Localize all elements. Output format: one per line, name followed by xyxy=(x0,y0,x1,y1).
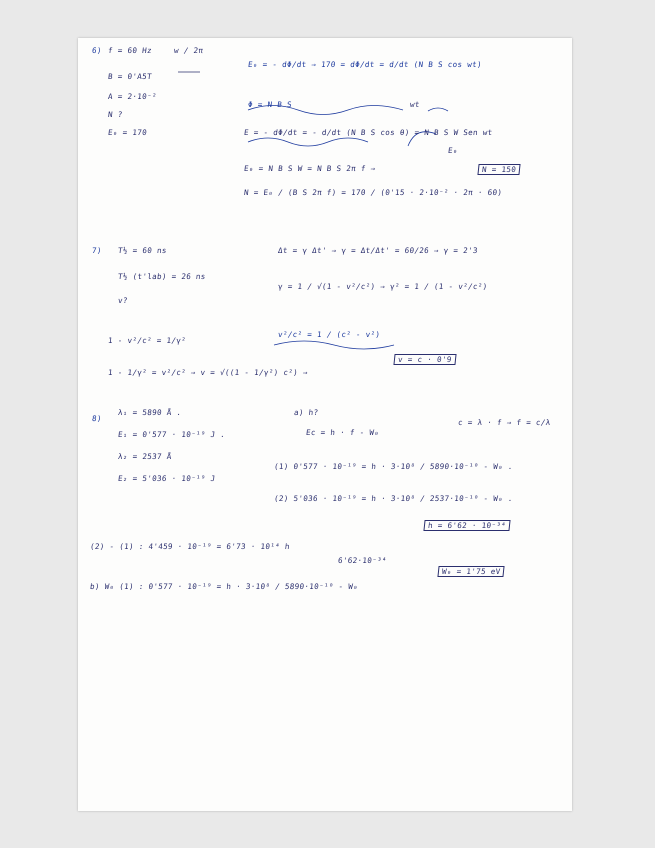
equation: 1 - 1/γ² = v²/c² ⇒ v = √((1 - 1/γ²) c²) ⇒ xyxy=(107,368,309,377)
problem-number: 6) xyxy=(91,46,103,55)
equation-note: wt xyxy=(409,100,421,109)
given-line: B = 0'A5T xyxy=(107,72,153,81)
given-line: T½ (t'lab) = 26 ns xyxy=(117,272,207,281)
given-line: N ? xyxy=(107,110,124,119)
equation: E = - dΦ/dt = - d/dt (N B S cos θ) = N B S W Sen wt xyxy=(243,128,493,137)
answer-box: v = c · 0'9 xyxy=(393,354,456,365)
given-line: A = 2·10⁻² xyxy=(107,92,158,101)
problem-number: 8) xyxy=(91,414,103,423)
equation: Δt = γ Δt' ⇒ γ = Δt/Δt' = 60/26 ⇒ γ = 2'3 xyxy=(277,246,479,255)
problem-number: 7) xyxy=(91,246,103,255)
equation: c = λ · f ⇒ f = c/λ xyxy=(457,418,552,427)
section-label: a) h? xyxy=(293,408,319,417)
answer-box: W₀ = 1'75 eV xyxy=(437,566,505,577)
given-line: E₀ = 170 xyxy=(107,128,148,137)
equation-note: E₀ xyxy=(447,146,459,155)
given-line: λ₁ = 5890 Å . xyxy=(117,408,182,417)
equation-note: 6'62·10⁻³⁴ xyxy=(337,556,388,565)
given-line: E₁ = 0'577 · 10⁻¹⁹ J . xyxy=(117,430,226,439)
equation: (1) 0'577 · 10⁻¹⁹ = h · 3·10⁸ / 5890·10⁻¹⁰ - W₀ . xyxy=(273,462,514,471)
equation: 1 - v²/c² = 1/γ² xyxy=(107,336,187,345)
equation: (2) 5'036 · 10⁻¹⁹ = h · 3·10⁸ / 2537·10⁻¹⁰ - W₀ . xyxy=(273,494,514,503)
given-line: E₂ = 5'036 · 10⁻¹⁹ J xyxy=(117,474,216,483)
equation: v²/c² = 1 / (c² - v²) xyxy=(277,330,381,339)
given-line: T½ = 60 ns xyxy=(117,246,168,255)
equation: (2) - (1) : 4'459 · 10⁻¹⁹ = 6'73 · 10¹⁴ h xyxy=(89,542,291,551)
equation: b) W₀ (1) : 0'577 · 10⁻¹⁹ = h · 3·10⁸ / 5890·10⁻¹⁰ - W₀ xyxy=(89,582,359,591)
equation: Ec = h · f - W₀ xyxy=(305,428,380,437)
document-page xyxy=(78,38,572,811)
answer-box: N = 150 xyxy=(477,164,520,175)
given-line: λ₂ = 2537 Å xyxy=(117,452,173,461)
fraction: w / 2π xyxy=(173,46,204,55)
equation: E₀ = - dΦ/dt ⇒ 170 = dΦ/dt = d/dt (N B S cos wt) xyxy=(247,60,483,69)
answer-box: h = 6'62 · 10⁻³⁴ xyxy=(423,520,510,531)
equation: E₀ = N B S W = N B S 2π f ⇒ xyxy=(243,164,377,173)
equation-note: Φ = N B S xyxy=(247,100,293,109)
equation: N = E₀ / (B S 2π f) = 170 / (0'15 · 2·10⁻² · 2π · 60) xyxy=(243,188,503,197)
given-line: f = 60 Hz xyxy=(107,46,153,55)
equation: γ = 1 / √(1 - v²/c²) ⇒ γ² = 1 / (1 - v²/c²) xyxy=(277,282,488,291)
given-line: v? xyxy=(117,296,129,305)
